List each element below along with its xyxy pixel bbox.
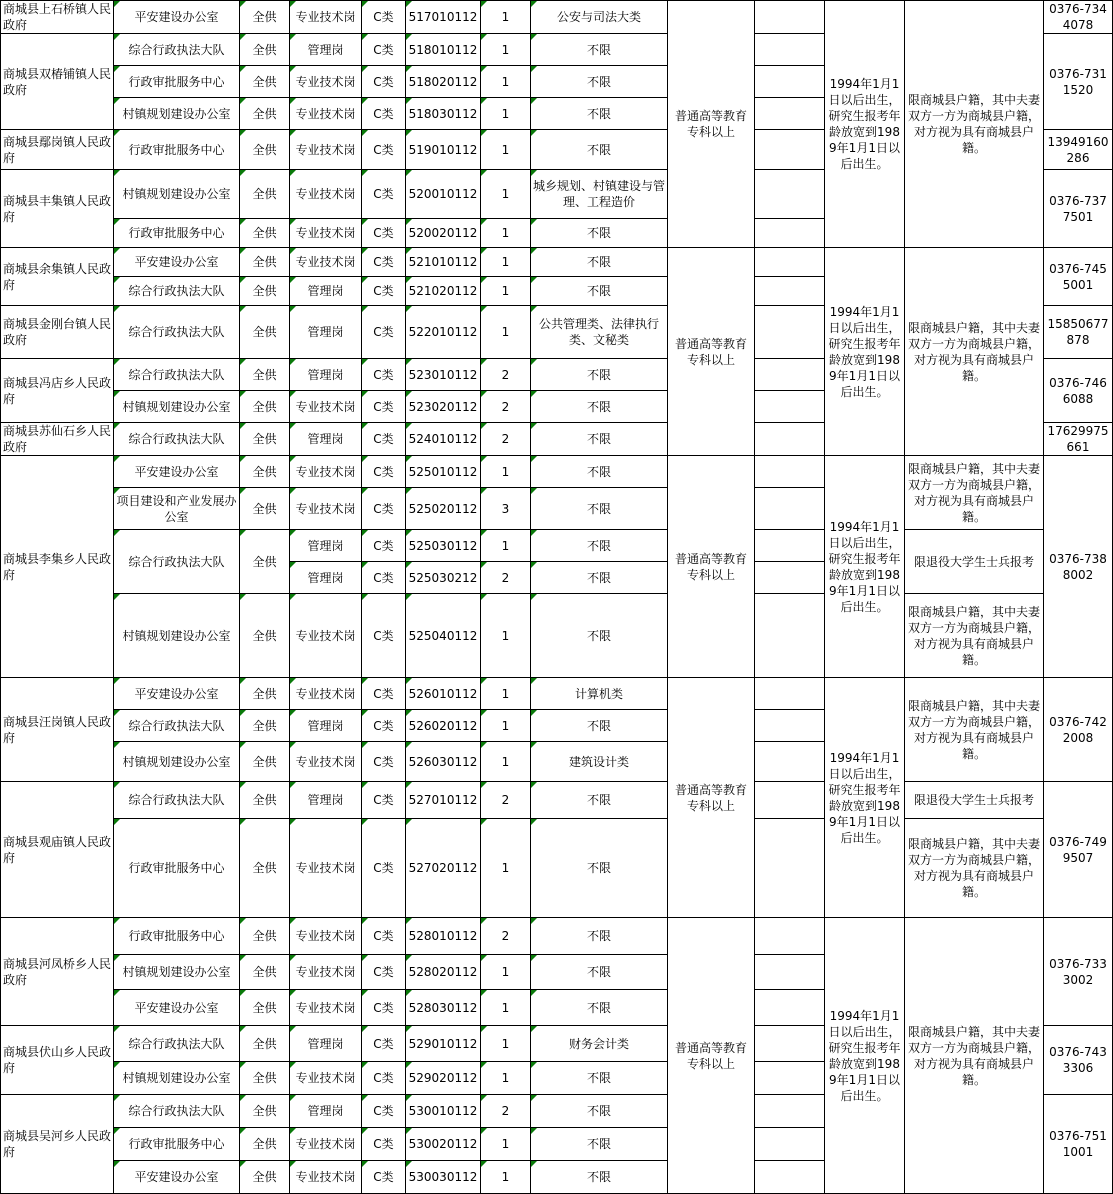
category-cell: C类 bbox=[362, 277, 406, 306]
headcount-cell: 2 bbox=[481, 423, 531, 456]
headcount-cell: 2 bbox=[481, 359, 531, 391]
post-code-cell: 518030112 bbox=[406, 98, 481, 130]
dept-cell: 村镇规划建设办公室 bbox=[114, 955, 240, 990]
blank-cell bbox=[755, 1, 825, 34]
major-cell: 不限 bbox=[531, 34, 668, 66]
post-type-cell: 管理岗 bbox=[290, 710, 362, 742]
headcount-cell: 1 bbox=[481, 66, 531, 98]
funding-cell: 全供 bbox=[240, 391, 290, 423]
dept-cell: 综合行政执法大队 bbox=[114, 782, 240, 819]
blank-cell bbox=[755, 34, 825, 66]
major-cell: 不限 bbox=[531, 391, 668, 423]
headcount-cell: 1 bbox=[481, 130, 531, 170]
blank-cell bbox=[755, 456, 825, 488]
headcount-cell: 1 bbox=[481, 1026, 531, 1062]
funding-cell: 全供 bbox=[240, 219, 290, 248]
dept-cell: 平安建设办公室 bbox=[114, 248, 240, 277]
headcount-cell: 3 bbox=[481, 488, 531, 530]
headcount-cell: 1 bbox=[481, 306, 531, 359]
post-type-cell: 管理岗 bbox=[290, 1026, 362, 1062]
education-cell: 普通高等教育专科以上 bbox=[668, 678, 755, 918]
hukou-note-cell: 限商城县户籍，其中夫妻双方一方为商城县户籍，对方视为具有商城县户籍。 bbox=[905, 918, 1044, 1194]
headcount-cell: 1 bbox=[481, 1161, 531, 1194]
post-type-cell: 专业技术岗 bbox=[290, 955, 362, 990]
major-cell: 不限 bbox=[531, 710, 668, 742]
post-type-cell: 专业技术岗 bbox=[290, 1128, 362, 1161]
post-code-cell: 525030212 bbox=[406, 562, 481, 594]
funding-cell: 全供 bbox=[240, 306, 290, 359]
post-code-cell: 530020112 bbox=[406, 1128, 481, 1161]
major-cell: 不限 bbox=[531, 98, 668, 130]
funding-cell: 全供 bbox=[240, 530, 290, 594]
blank-cell bbox=[755, 819, 825, 918]
post-code-cell: 520010112 bbox=[406, 170, 481, 219]
post-type-cell: 专业技术岗 bbox=[290, 391, 362, 423]
headcount-cell: 1 bbox=[481, 530, 531, 562]
phone-cell: 0376-7377501 bbox=[1044, 170, 1113, 248]
dept-cell: 综合行政执法大队 bbox=[114, 277, 240, 306]
dept-cell: 平安建设办公室 bbox=[114, 1, 240, 34]
dept-cell: 平安建设办公室 bbox=[114, 990, 240, 1026]
category-cell: C类 bbox=[362, 678, 406, 710]
headcount-cell: 1 bbox=[481, 248, 531, 277]
dept-cell: 综合行政执法大队 bbox=[114, 710, 240, 742]
blank-cell bbox=[755, 359, 825, 391]
headcount-cell: 1 bbox=[481, 1, 531, 34]
blank-cell bbox=[755, 678, 825, 710]
dept-cell: 项目建设和产业发展办公室 bbox=[114, 488, 240, 530]
headcount-cell: 1 bbox=[481, 955, 531, 990]
dept-cell: 平安建设办公室 bbox=[114, 456, 240, 488]
veteran-note-cell: 限退役大学生士兵报考 bbox=[905, 782, 1044, 819]
post-type-cell: 专业技术岗 bbox=[290, 742, 362, 782]
phone-cell: 0376-7333002 bbox=[1044, 918, 1113, 1026]
dept-cell: 村镇规划建设办公室 bbox=[114, 1062, 240, 1095]
unit-cell: 商城县汪岗镇人民政府 bbox=[1, 678, 114, 782]
post-code-cell: 526020112 bbox=[406, 710, 481, 742]
blank-cell bbox=[755, 710, 825, 742]
phone-cell: 0376-7466088 bbox=[1044, 359, 1113, 423]
blank-cell bbox=[755, 955, 825, 990]
unit-cell: 商城县余集镇人民政府 bbox=[1, 248, 114, 306]
post-code-cell: 529010112 bbox=[406, 1026, 481, 1062]
major-cell: 城乡规划、村镇建设与管理、工程造价 bbox=[531, 170, 668, 219]
funding-cell: 全供 bbox=[240, 1, 290, 34]
post-type-cell: 专业技术岗 bbox=[290, 219, 362, 248]
post-code-cell: 525030112 bbox=[406, 530, 481, 562]
funding-cell: 全供 bbox=[240, 594, 290, 678]
unit-cell: 商城县伏山乡人民政府 bbox=[1, 1026, 114, 1095]
hukou-note-cell: 限商城县户籍，其中夫妻双方一方为商城县户籍，对方视为具有商城县户籍。 bbox=[905, 594, 1044, 678]
major-cell: 不限 bbox=[531, 488, 668, 530]
blank-cell bbox=[755, 530, 825, 562]
category-cell: C类 bbox=[362, 782, 406, 819]
major-cell: 不限 bbox=[531, 530, 668, 562]
post-code-cell: 529020112 bbox=[406, 1062, 481, 1095]
category-cell: C类 bbox=[362, 819, 406, 918]
funding-cell: 全供 bbox=[240, 423, 290, 456]
headcount-cell: 1 bbox=[481, 219, 531, 248]
category-cell: C类 bbox=[362, 456, 406, 488]
post-code-cell: 528010112 bbox=[406, 918, 481, 955]
hukou-note-cell: 限商城县户籍，其中夫妻双方一方为商城县户籍，对方视为具有商城县户籍。 bbox=[905, 248, 1044, 456]
post-code-cell: 530010112 bbox=[406, 1095, 481, 1128]
dept-cell: 综合行政执法大队 bbox=[114, 359, 240, 391]
post-code-cell: 522010112 bbox=[406, 306, 481, 359]
funding-cell: 全供 bbox=[240, 1062, 290, 1095]
dept-cell: 村镇规划建设办公室 bbox=[114, 98, 240, 130]
major-cell: 财务会计类 bbox=[531, 1026, 668, 1062]
dept-cell: 行政审批服务中心 bbox=[114, 918, 240, 955]
unit-cell: 商城县冯店乡人民政府 bbox=[1, 359, 114, 423]
headcount-cell: 1 bbox=[481, 742, 531, 782]
dept-cell: 综合行政执法大队 bbox=[114, 306, 240, 359]
unit-cell: 商城县双椿铺镇人民政府 bbox=[1, 34, 114, 130]
headcount-cell: 1 bbox=[481, 170, 531, 219]
phone-cell: 15850677878 bbox=[1044, 306, 1113, 359]
major-cell: 公共管理类、法律执行类、文秘类 bbox=[531, 306, 668, 359]
category-cell: C类 bbox=[362, 306, 406, 359]
major-cell: 建筑设计类 bbox=[531, 742, 668, 782]
headcount-cell: 1 bbox=[481, 819, 531, 918]
blank-cell bbox=[755, 1095, 825, 1128]
dept-cell: 村镇规划建设办公室 bbox=[114, 391, 240, 423]
post-type-cell: 专业技术岗 bbox=[290, 456, 362, 488]
unit-cell: 商城县河凤桥乡人民政府 bbox=[1, 918, 114, 1026]
post-type-cell: 管理岗 bbox=[290, 34, 362, 66]
post-type-cell: 管理岗 bbox=[290, 306, 362, 359]
post-code-cell: 519010112 bbox=[406, 130, 481, 170]
post-type-cell: 专业技术岗 bbox=[290, 918, 362, 955]
blank-cell bbox=[755, 742, 825, 782]
category-cell: C类 bbox=[362, 359, 406, 391]
phone-cell: 0376-7344078 bbox=[1044, 1, 1113, 34]
headcount-cell: 1 bbox=[481, 1128, 531, 1161]
funding-cell: 全供 bbox=[240, 170, 290, 219]
funding-cell: 全供 bbox=[240, 248, 290, 277]
category-cell: C类 bbox=[362, 98, 406, 130]
dept-cell: 平安建设办公室 bbox=[114, 678, 240, 710]
post-code-cell: 525040112 bbox=[406, 594, 481, 678]
category-cell: C类 bbox=[362, 742, 406, 782]
major-cell: 计算机类 bbox=[531, 678, 668, 710]
blank-cell bbox=[755, 130, 825, 170]
post-code-cell: 528030112 bbox=[406, 990, 481, 1026]
phone-cell: 0376-7455001 bbox=[1044, 248, 1113, 306]
category-cell: C类 bbox=[362, 918, 406, 955]
category-cell: C类 bbox=[362, 530, 406, 562]
category-cell: C类 bbox=[362, 130, 406, 170]
phone-cell: 0376-7499507 bbox=[1044, 782, 1113, 918]
age-cell: 1994年1月1日以后出生，研究生报考年龄放宽到1989年1月1日以后出生。 bbox=[825, 1, 905, 248]
post-type-cell: 专业技术岗 bbox=[290, 678, 362, 710]
unit-cell: 商城县鄢岗镇人民政府 bbox=[1, 130, 114, 170]
funding-cell: 全供 bbox=[240, 678, 290, 710]
hukou-note-cell: 限商城县户籍，其中夫妻双方一方为商城县户籍，对方视为具有商城县户籍。 bbox=[905, 819, 1044, 918]
post-type-cell: 专业技术岗 bbox=[290, 488, 362, 530]
dept-cell: 综合行政执法大队 bbox=[114, 1095, 240, 1128]
veteran-note-cell: 限退役大学生士兵报考 bbox=[905, 530, 1044, 594]
phone-cell: 0376-7511001 bbox=[1044, 1095, 1113, 1194]
post-type-cell: 专业技术岗 bbox=[290, 1062, 362, 1095]
category-cell: C类 bbox=[362, 562, 406, 594]
major-cell: 不限 bbox=[531, 918, 668, 955]
funding-cell: 全供 bbox=[240, 1161, 290, 1194]
category-cell: C类 bbox=[362, 990, 406, 1026]
major-cell: 不限 bbox=[531, 456, 668, 488]
post-code-cell: 525010112 bbox=[406, 456, 481, 488]
category-cell: C类 bbox=[362, 170, 406, 219]
post-code-cell: 527010112 bbox=[406, 782, 481, 819]
unit-cell: 商城县李集乡人民政府 bbox=[1, 456, 114, 678]
phone-cell: 0376-7311520 bbox=[1044, 34, 1113, 130]
funding-cell: 全供 bbox=[240, 742, 290, 782]
funding-cell: 全供 bbox=[240, 918, 290, 955]
education-cell: 普通高等教育专科以上 bbox=[668, 248, 755, 456]
funding-cell: 全供 bbox=[240, 819, 290, 918]
category-cell: C类 bbox=[362, 1026, 406, 1062]
unit-cell: 商城县观庙镇人民政府 bbox=[1, 782, 114, 918]
category-cell: C类 bbox=[362, 594, 406, 678]
category-cell: C类 bbox=[362, 488, 406, 530]
funding-cell: 全供 bbox=[240, 1026, 290, 1062]
major-cell: 不限 bbox=[531, 66, 668, 98]
post-type-cell: 管理岗 bbox=[290, 782, 362, 819]
hukou-note-cell: 限商城县户籍，其中夫妻双方一方为商城县户籍，对方视为具有商城县户籍。 bbox=[905, 456, 1044, 530]
post-type-cell: 管理岗 bbox=[290, 277, 362, 306]
blank-cell bbox=[755, 488, 825, 530]
headcount-cell: 2 bbox=[481, 391, 531, 423]
major-cell: 不限 bbox=[531, 990, 668, 1026]
dept-cell: 综合行政执法大队 bbox=[114, 34, 240, 66]
funding-cell: 全供 bbox=[240, 277, 290, 306]
post-code-cell: 525020112 bbox=[406, 488, 481, 530]
headcount-cell: 1 bbox=[481, 456, 531, 488]
hukou-note-cell: 限商城县户籍，其中夫妻双方一方为商城县户籍，对方视为具有商城县户籍。 bbox=[905, 1, 1044, 248]
headcount-cell: 1 bbox=[481, 277, 531, 306]
dept-cell: 行政审批服务中心 bbox=[114, 219, 240, 248]
category-cell: C类 bbox=[362, 391, 406, 423]
post-code-cell: 521020112 bbox=[406, 277, 481, 306]
age-cell: 1994年1月1日以后出生，研究生报考年龄放宽到1989年1月1日以后出生。 bbox=[825, 248, 905, 456]
category-cell: C类 bbox=[362, 710, 406, 742]
dept-cell: 村镇规划建设办公室 bbox=[114, 170, 240, 219]
blank-cell bbox=[755, 248, 825, 277]
headcount-cell: 1 bbox=[481, 678, 531, 710]
funding-cell: 全供 bbox=[240, 782, 290, 819]
phone-cell: 17629975661 bbox=[1044, 423, 1113, 456]
funding-cell: 全供 bbox=[240, 456, 290, 488]
dept-cell: 综合行政执法大队 bbox=[114, 1026, 240, 1062]
headcount-cell: 2 bbox=[481, 1095, 531, 1128]
blank-cell bbox=[755, 306, 825, 359]
blank-cell bbox=[755, 277, 825, 306]
blank-cell bbox=[755, 562, 825, 594]
age-cell: 1994年1月1日以后出生，研究生报考年龄放宽到1989年1月1日以后出生。 bbox=[825, 678, 905, 918]
major-cell: 不限 bbox=[531, 1128, 668, 1161]
phone-cell: 0376-7433306 bbox=[1044, 1026, 1113, 1095]
category-cell: C类 bbox=[362, 955, 406, 990]
blank-cell bbox=[755, 594, 825, 678]
post-type-cell: 专业技术岗 bbox=[290, 170, 362, 219]
headcount-cell: 2 bbox=[481, 562, 531, 594]
blank-cell bbox=[755, 782, 825, 819]
post-code-cell: 527020112 bbox=[406, 819, 481, 918]
phone-cell: 0376-7422008 bbox=[1044, 678, 1113, 782]
post-code-cell: 526030112 bbox=[406, 742, 481, 782]
phone-cell: 0376-7388002 bbox=[1044, 456, 1113, 678]
post-code-cell: 523010112 bbox=[406, 359, 481, 391]
dept-cell: 平安建设办公室 bbox=[114, 1161, 240, 1194]
education-cell: 普通高等教育专科以上 bbox=[668, 918, 755, 1194]
blank-cell bbox=[755, 98, 825, 130]
headcount-cell: 2 bbox=[481, 782, 531, 819]
funding-cell: 全供 bbox=[240, 66, 290, 98]
post-code-cell: 526010112 bbox=[406, 678, 481, 710]
blank-cell bbox=[755, 1128, 825, 1161]
dept-cell: 综合行政执法大队 bbox=[114, 423, 240, 456]
blank-cell bbox=[755, 391, 825, 423]
category-cell: C类 bbox=[362, 1095, 406, 1128]
hukou-note-cell: 限商城县户籍，其中夫妻双方一方为商城县户籍，对方视为具有商城县户籍。 bbox=[905, 678, 1044, 782]
post-type-cell: 专业技术岗 bbox=[290, 248, 362, 277]
blank-cell bbox=[755, 170, 825, 219]
major-cell: 不限 bbox=[531, 423, 668, 456]
category-cell: C类 bbox=[362, 423, 406, 456]
major-cell: 公安与司法大类 bbox=[531, 1, 668, 34]
headcount-cell: 1 bbox=[481, 34, 531, 66]
blank-cell bbox=[755, 66, 825, 98]
blank-cell bbox=[755, 918, 825, 955]
category-cell: C类 bbox=[362, 248, 406, 277]
education-cell: 普通高等教育专科以上 bbox=[668, 456, 755, 678]
major-cell: 不限 bbox=[531, 277, 668, 306]
post-code-cell: 518020112 bbox=[406, 66, 481, 98]
funding-cell: 全供 bbox=[240, 990, 290, 1026]
unit-cell: 商城县丰集镇人民政府 bbox=[1, 170, 114, 248]
major-cell: 不限 bbox=[531, 594, 668, 678]
dept-cell: 行政审批服务中心 bbox=[114, 130, 240, 170]
major-cell: 不限 bbox=[531, 1062, 668, 1095]
post-code-cell: 530030112 bbox=[406, 1161, 481, 1194]
category-cell: C类 bbox=[362, 34, 406, 66]
major-cell: 不限 bbox=[531, 782, 668, 819]
unit-cell: 商城县苏仙石乡人民政府 bbox=[1, 423, 114, 456]
dept-cell: 村镇规划建设办公室 bbox=[114, 594, 240, 678]
major-cell: 不限 bbox=[531, 219, 668, 248]
headcount-cell: 1 bbox=[481, 990, 531, 1026]
major-cell: 不限 bbox=[531, 248, 668, 277]
post-type-cell: 管理岗 bbox=[290, 423, 362, 456]
category-cell: C类 bbox=[362, 1, 406, 34]
post-type-cell: 专业技术岗 bbox=[290, 594, 362, 678]
post-code-cell: 521010112 bbox=[406, 248, 481, 277]
funding-cell: 全供 bbox=[240, 1095, 290, 1128]
dept-cell: 行政审批服务中心 bbox=[114, 66, 240, 98]
category-cell: C类 bbox=[362, 1128, 406, 1161]
major-cell: 不限 bbox=[531, 130, 668, 170]
phone-cell: 13949160286 bbox=[1044, 130, 1113, 170]
blank-cell bbox=[755, 219, 825, 248]
age-cell: 1994年1月1日以后出生，研究生报考年龄放宽到1989年1月1日以后出生。 bbox=[825, 918, 905, 1194]
post-type-cell: 管理岗 bbox=[290, 530, 362, 562]
post-type-cell: 专业技术岗 bbox=[290, 990, 362, 1026]
post-code-cell: 517010112 bbox=[406, 1, 481, 34]
funding-cell: 全供 bbox=[240, 955, 290, 990]
education-cell: 普通高等教育专科以上 bbox=[668, 1, 755, 248]
headcount-cell: 1 bbox=[481, 1062, 531, 1095]
post-type-cell: 专业技术岗 bbox=[290, 98, 362, 130]
unit-cell: 商城县金刚台镇人民政府 bbox=[1, 306, 114, 359]
blank-cell bbox=[755, 1026, 825, 1062]
age-cell: 1994年1月1日以后出生，研究生报考年龄放宽到1989年1月1日以后出生。 bbox=[825, 456, 905, 678]
blank-cell bbox=[755, 1062, 825, 1095]
funding-cell: 全供 bbox=[240, 1128, 290, 1161]
post-type-cell: 管理岗 bbox=[290, 1095, 362, 1128]
major-cell: 不限 bbox=[531, 359, 668, 391]
post-type-cell: 专业技术岗 bbox=[290, 66, 362, 98]
dept-cell: 村镇规划建设办公室 bbox=[114, 742, 240, 782]
funding-cell: 全供 bbox=[240, 359, 290, 391]
dept-cell: 行政审批服务中心 bbox=[114, 1128, 240, 1161]
post-type-cell: 专业技术岗 bbox=[290, 1161, 362, 1194]
post-code-cell: 523020112 bbox=[406, 391, 481, 423]
headcount-cell: 1 bbox=[481, 594, 531, 678]
major-cell: 不限 bbox=[531, 1161, 668, 1194]
major-cell: 不限 bbox=[531, 1095, 668, 1128]
funding-cell: 全供 bbox=[240, 130, 290, 170]
blank-cell bbox=[755, 990, 825, 1026]
category-cell: C类 bbox=[362, 1161, 406, 1194]
headcount-cell: 2 bbox=[481, 918, 531, 955]
funding-cell: 全供 bbox=[240, 98, 290, 130]
unit-cell: 商城县吴河乡人民政府 bbox=[1, 1095, 114, 1194]
post-code-cell: 518010112 bbox=[406, 34, 481, 66]
dept-cell: 综合行政执法大队 bbox=[114, 530, 240, 594]
category-cell: C类 bbox=[362, 219, 406, 248]
post-type-cell: 专业技术岗 bbox=[290, 819, 362, 918]
dept-cell: 行政审批服务中心 bbox=[114, 819, 240, 918]
major-cell: 不限 bbox=[531, 955, 668, 990]
funding-cell: 全供 bbox=[240, 488, 290, 530]
post-code-cell: 524010112 bbox=[406, 423, 481, 456]
post-type-cell: 专业技术岗 bbox=[290, 1, 362, 34]
funding-cell: 全供 bbox=[240, 710, 290, 742]
major-cell: 不限 bbox=[531, 819, 668, 918]
headcount-cell: 1 bbox=[481, 710, 531, 742]
post-type-cell: 管理岗 bbox=[290, 562, 362, 594]
funding-cell: 全供 bbox=[240, 34, 290, 66]
headcount-cell: 1 bbox=[481, 98, 531, 130]
major-cell: 不限 bbox=[531, 562, 668, 594]
category-cell: C类 bbox=[362, 66, 406, 98]
post-type-cell: 专业技术岗 bbox=[290, 130, 362, 170]
category-cell: C类 bbox=[362, 1062, 406, 1095]
post-code-cell: 520020112 bbox=[406, 219, 481, 248]
post-type-cell: 管理岗 bbox=[290, 359, 362, 391]
blank-cell bbox=[755, 1161, 825, 1194]
blank-cell bbox=[755, 423, 825, 456]
unit-cell: 商城县上石桥镇人民政府 bbox=[1, 1, 114, 34]
post-code-cell: 528020112 bbox=[406, 955, 481, 990]
